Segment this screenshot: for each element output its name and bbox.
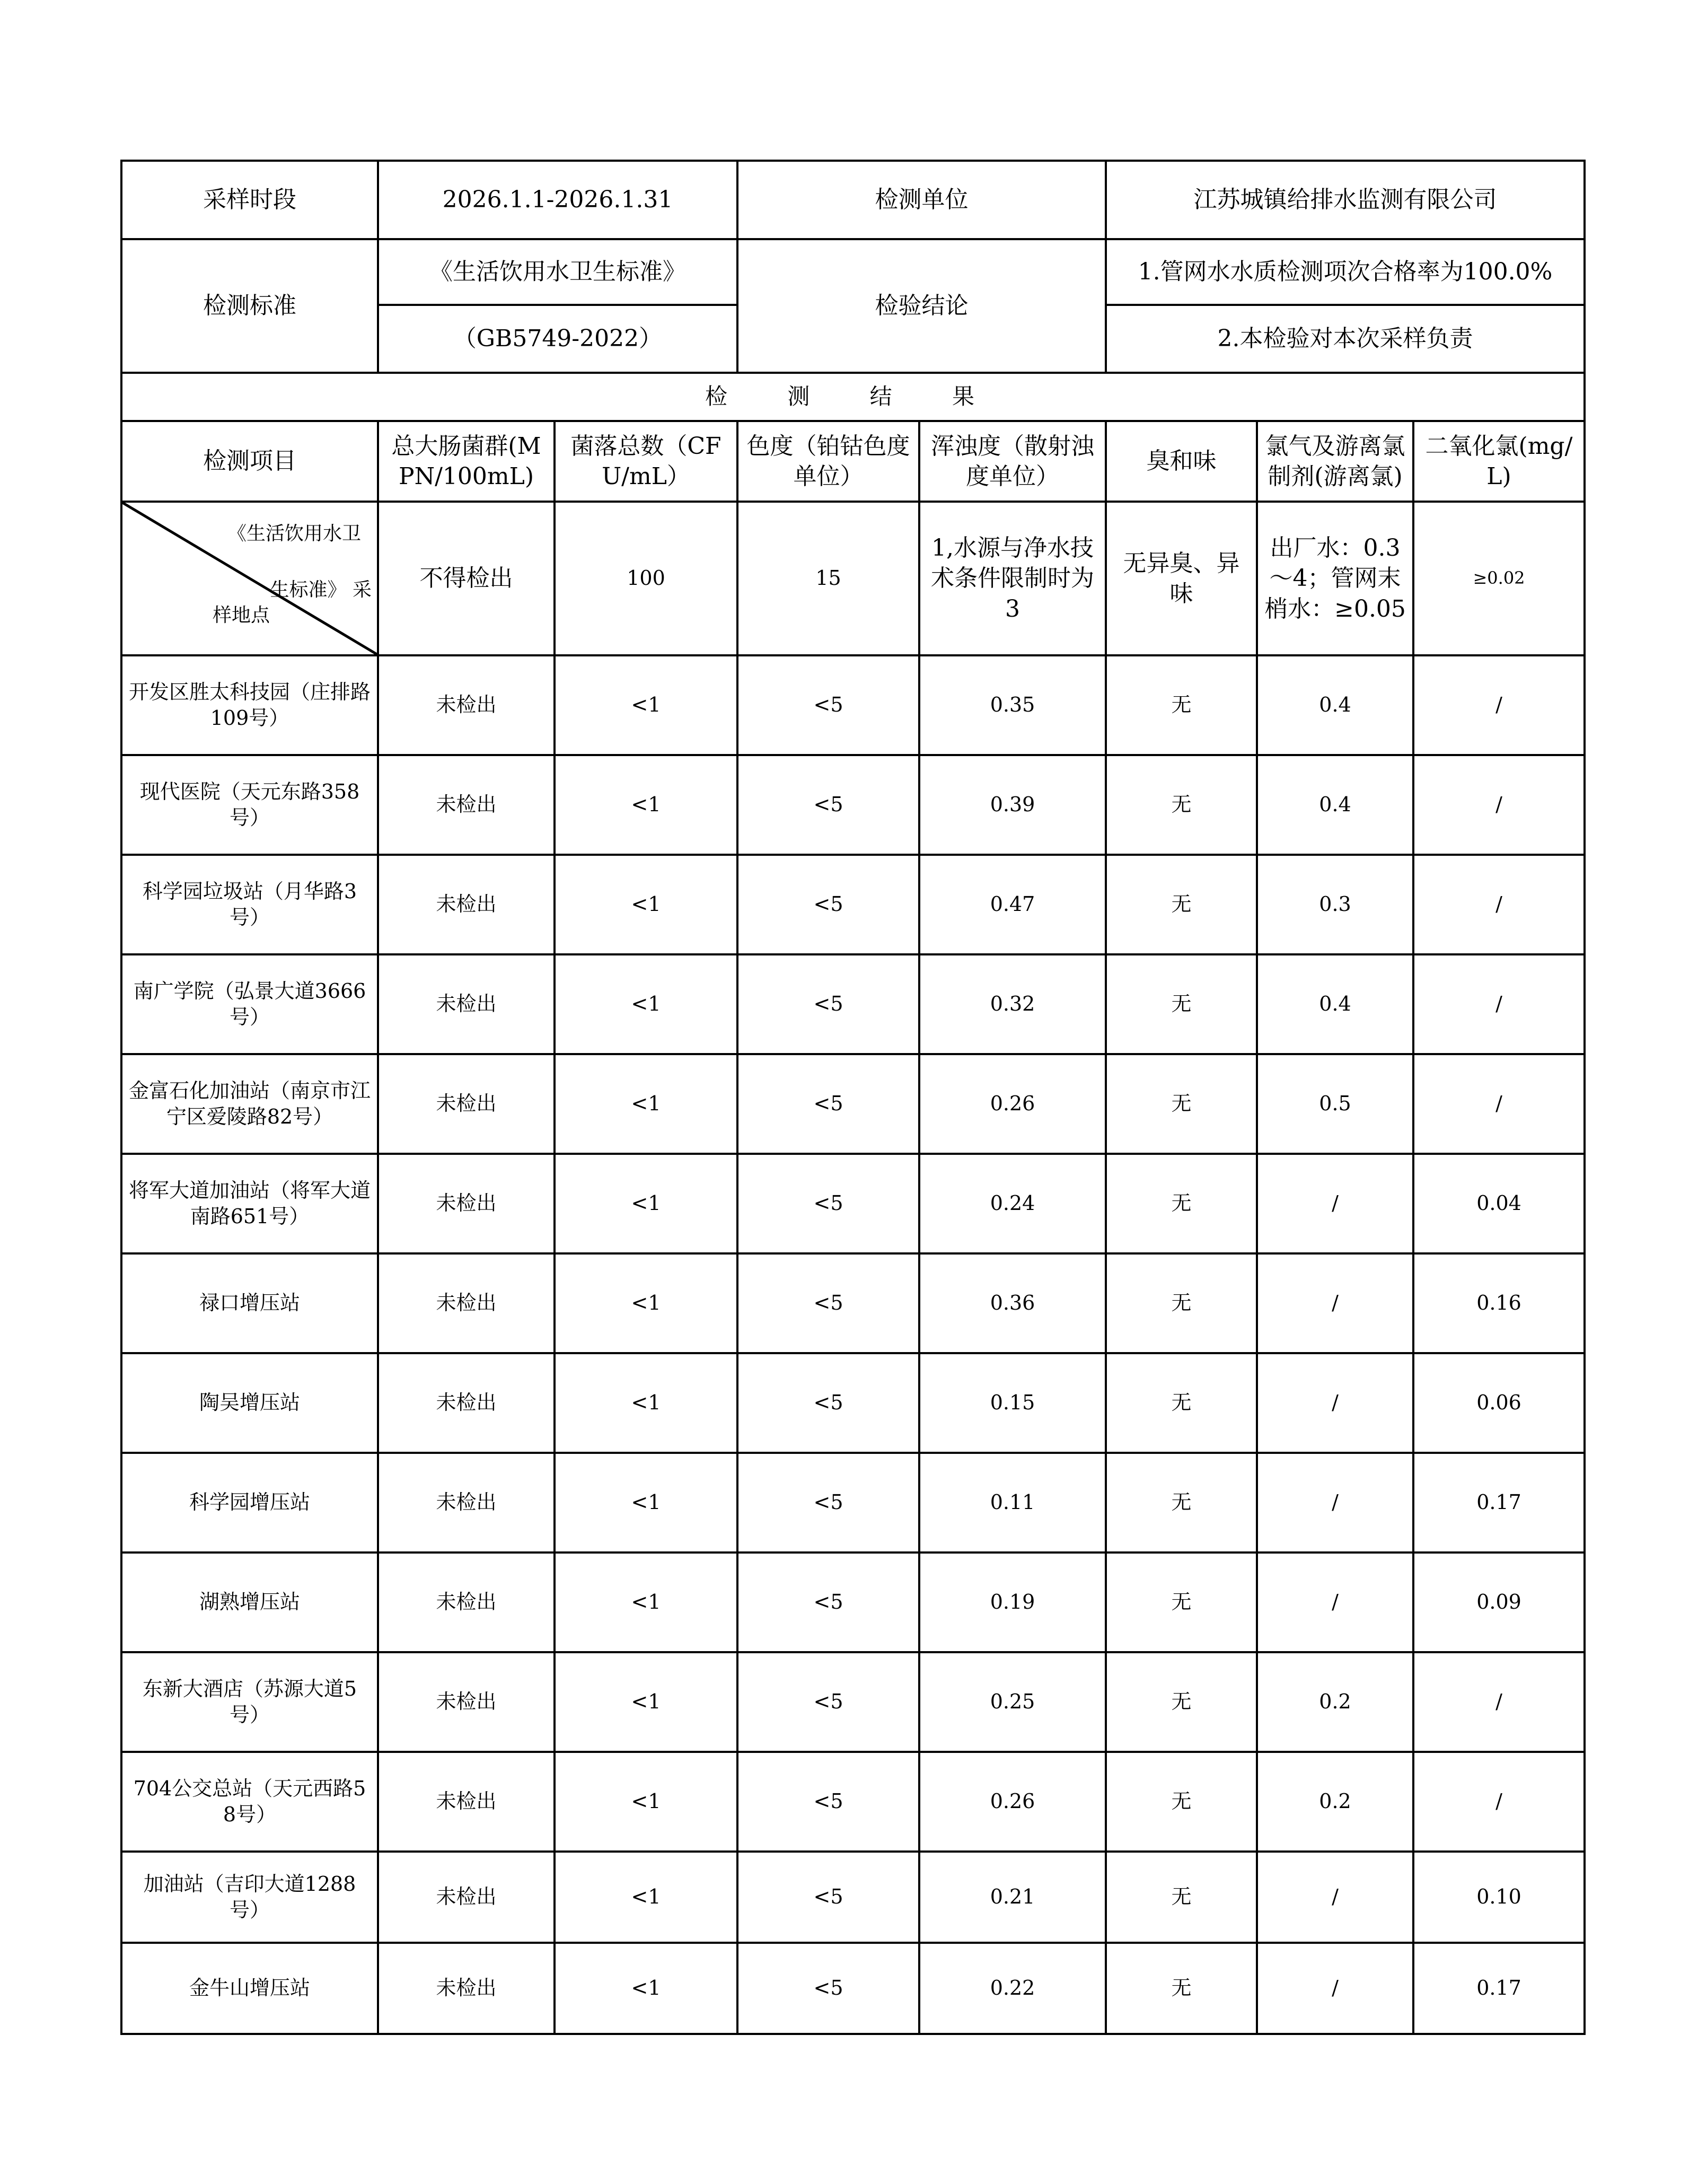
- cell-turbidity: 0.26: [919, 1752, 1106, 1852]
- standard-code: （GB5749-2022）: [378, 305, 737, 373]
- table-row: [121, 954, 1585, 1054]
- cell-odor: 无: [1106, 655, 1257, 755]
- cell-color: <5: [737, 1253, 919, 1353]
- cell-color: <5: [737, 1453, 919, 1553]
- cell-colony: <1: [555, 1154, 737, 1253]
- cell-chlorine-dioxide: /: [1413, 1054, 1585, 1154]
- table-row: [121, 1253, 1585, 1353]
- cell-chlorine: 0.4: [1257, 755, 1413, 855]
- cell-site: 金牛山增压站: [121, 1943, 378, 2034]
- cell-turbidity: 0.22: [919, 1943, 1106, 2034]
- cell-chlorine-dioxide: /: [1413, 1752, 1585, 1852]
- cell-odor: 无: [1106, 1652, 1257, 1752]
- cell-color: <5: [737, 855, 919, 954]
- cell-odor: 无: [1106, 1553, 1257, 1652]
- cell-site: 东新大酒店（苏源大道5号）: [121, 1652, 378, 1752]
- standard-name: 《生活饮用水卫生标准》: [378, 239, 737, 305]
- cell-turbidity: 0.35: [919, 655, 1106, 755]
- conclusion-2: 2.本检验对本次采样负责: [1106, 305, 1585, 373]
- cell-color: <5: [737, 1154, 919, 1253]
- cell-colony: <1: [555, 954, 737, 1054]
- cell-chlorine: /: [1257, 1154, 1413, 1253]
- cell-coliform: 未检出: [378, 1752, 555, 1852]
- cell-colony: <1: [555, 1453, 737, 1553]
- cell-site: 科学园垃圾站（月华路3号）: [121, 855, 378, 954]
- cell-chlorine-dioxide: 0.17: [1413, 1453, 1585, 1553]
- cell-site: 开发区胜太科技园（庄排路109号）: [121, 655, 378, 755]
- std-color: 15: [737, 502, 919, 655]
- cell-coliform: 未检出: [378, 1353, 555, 1453]
- cell-odor: 无: [1106, 954, 1257, 1054]
- cell-odor: 无: [1106, 1752, 1257, 1852]
- cell-colony: <1: [555, 1652, 737, 1752]
- cell-chlorine-dioxide: /: [1413, 755, 1585, 855]
- cell-odor: 无: [1106, 1253, 1257, 1353]
- cell-coliform: 未检出: [378, 1453, 555, 1553]
- table-row: [121, 1553, 1585, 1652]
- cell-coliform: 未检出: [378, 1652, 555, 1752]
- cell-chlorine: 0.2: [1257, 1652, 1413, 1752]
- cell-color: <5: [737, 655, 919, 755]
- cell-colony: <1: [555, 1852, 737, 1943]
- col-chlorine: 氯气及游离氯制剂(游离氯): [1257, 421, 1413, 502]
- conclusion-1: 1.管网水水质检测项次合格率为100.0%: [1106, 239, 1585, 305]
- cell-chlorine: 0.2: [1257, 1752, 1413, 1852]
- cell-site: 南广学院（弘景大道3666号）: [121, 954, 378, 1054]
- cell-coliform: 未检出: [378, 1154, 555, 1253]
- std-chlorine: 出厂水：0.3～4；管网末梢水：≥0.05: [1257, 502, 1413, 655]
- col-odor: 臭和味: [1106, 421, 1257, 502]
- cell-coliform: 未检出: [378, 1054, 555, 1154]
- cell-turbidity: 0.15: [919, 1353, 1106, 1453]
- cell-chlorine-dioxide: 0.16: [1413, 1253, 1585, 1353]
- cell-site: 现代医院（天元东路358号）: [121, 755, 378, 855]
- cell-coliform: 未检出: [378, 954, 555, 1054]
- standard-label: 检测标准: [121, 239, 378, 373]
- water-quality-report-table: [120, 160, 1586, 2035]
- cell-site: 加油站（吉印大道1288号）: [121, 1852, 378, 1943]
- cell-color: <5: [737, 1553, 919, 1652]
- unit-label: 检测单位: [737, 161, 1106, 239]
- cell-colony: <1: [555, 855, 737, 954]
- table-row: [121, 655, 1585, 755]
- cell-chlorine-dioxide: /: [1413, 1652, 1585, 1752]
- cell-turbidity: 0.39: [919, 755, 1106, 855]
- cell-chlorine-dioxide: 0.09: [1413, 1553, 1585, 1652]
- cell-chlorine: 0.4: [1257, 954, 1413, 1054]
- table-row: [121, 1154, 1585, 1253]
- cell-turbidity: 0.32: [919, 954, 1106, 1054]
- cell-chlorine-dioxide: /: [1413, 954, 1585, 1054]
- cell-chlorine-dioxide: 0.06: [1413, 1353, 1585, 1453]
- period-label: 采样时段: [121, 161, 378, 239]
- table-row: [121, 1453, 1585, 1553]
- table-row: [121, 1943, 1585, 2034]
- table-row: [121, 1652, 1585, 1752]
- table-row: [121, 855, 1585, 954]
- table-row: [121, 1752, 1585, 1852]
- cell-colony: <1: [555, 1943, 737, 2034]
- cell-color: <5: [737, 1852, 919, 1943]
- cell-chlorine: /: [1257, 1253, 1413, 1353]
- cell-site: 科学园增压站: [121, 1453, 378, 1553]
- std-turbidity: 1,水源与净水技术条件限制时为3: [919, 502, 1106, 655]
- cell-turbidity: 0.26: [919, 1054, 1106, 1154]
- cell-odor: 无: [1106, 1453, 1257, 1553]
- cell-odor: 无: [1106, 1154, 1257, 1253]
- cell-coliform: 未检出: [378, 1253, 555, 1353]
- cell-coliform: 未检出: [378, 655, 555, 755]
- cell-coliform: 未检出: [378, 1852, 555, 1943]
- cell-chlorine-dioxide: 0.17: [1413, 1943, 1585, 2034]
- col-coliform: 总大肠菌群(MPN/100mL): [378, 421, 555, 502]
- cell-turbidity: 0.19: [919, 1553, 1106, 1652]
- cell-color: <5: [737, 954, 919, 1054]
- cell-site: 陶吴增压站: [121, 1353, 378, 1453]
- col-colony: 菌落总数（CFU/mL）: [555, 421, 737, 502]
- std-coliform: 不得检出: [378, 502, 555, 655]
- cell-site: 金富石化加油站（南京市江宁区爱陵路82号）: [121, 1054, 378, 1154]
- cell-site: 湖熟增压站: [121, 1553, 378, 1652]
- cell-turbidity: 0.24: [919, 1154, 1106, 1253]
- cell-colony: <1: [555, 1253, 737, 1353]
- cell-odor: 无: [1106, 1353, 1257, 1453]
- cell-color: <5: [737, 1652, 919, 1752]
- cell-chlorine-dioxide: 0.10: [1413, 1852, 1585, 1943]
- cell-color: <5: [737, 1353, 919, 1453]
- cell-chlorine: /: [1257, 1943, 1413, 2034]
- diag-text-bottom: 样地点: [213, 604, 270, 626]
- conclusion-label: 检验结论: [737, 239, 1106, 373]
- std-odor: 无异臭、异味: [1106, 502, 1257, 655]
- cell-color: <5: [737, 1752, 919, 1852]
- cell-coliform: 未检出: [378, 755, 555, 855]
- cell-odor: 无: [1106, 1054, 1257, 1154]
- cell-odor: 无: [1106, 755, 1257, 855]
- cell-chlorine-dioxide: 0.04: [1413, 1154, 1585, 1253]
- cell-turbidity: 0.11: [919, 1453, 1106, 1553]
- cell-chlorine: /: [1257, 1353, 1413, 1453]
- diag-text-mid: 生标准》 采: [270, 579, 372, 601]
- col-color: 色度（铂钴色度单位）: [737, 421, 919, 502]
- cell-colony: <1: [555, 755, 737, 855]
- cell-turbidity: 0.47: [919, 855, 1106, 954]
- table-row: [121, 1353, 1585, 1453]
- cell-coliform: 未检出: [378, 1553, 555, 1652]
- cell-chlorine: 0.5: [1257, 1054, 1413, 1154]
- cell-color: <5: [737, 1054, 919, 1154]
- table-row: [121, 755, 1585, 855]
- std-colony: 100: [555, 502, 737, 655]
- cell-color: <5: [737, 755, 919, 855]
- cell-chlorine-dioxide: /: [1413, 655, 1585, 755]
- cell-turbidity: 0.21: [919, 1852, 1106, 1943]
- cell-coliform: 未检出: [378, 1943, 555, 2034]
- results-title: 检 测 结 果: [121, 373, 1585, 421]
- col-turbidity: 浑浊度（散射浊度单位）: [919, 421, 1106, 502]
- cell-chlorine: 0.4: [1257, 655, 1413, 755]
- cell-colony: <1: [555, 1752, 737, 1852]
- cell-colony: <1: [555, 1353, 737, 1453]
- cell-chlorine: /: [1257, 1553, 1413, 1652]
- cell-site: 将军大道加油站（将军大道南路651号）: [121, 1154, 378, 1253]
- unit-value: 江苏城镇给排水监测有限公司: [1106, 161, 1585, 239]
- cell-site: 704公交总站（天元西路58号）: [121, 1752, 378, 1852]
- cell-chlorine: /: [1257, 1453, 1413, 1553]
- table-row: [121, 1852, 1585, 1943]
- period-value: 2026.1.1-2026.1.31: [378, 161, 737, 239]
- cell-turbidity: 0.36: [919, 1253, 1106, 1353]
- cell-chlorine: /: [1257, 1852, 1413, 1943]
- cell-color: <5: [737, 1943, 919, 2034]
- cell-chlorine-dioxide: /: [1413, 855, 1585, 954]
- cell-odor: 无: [1106, 1852, 1257, 1943]
- col-item: 检测项目: [121, 421, 378, 502]
- col-chlorine-dioxide: 二氧化氯(mg/L): [1413, 421, 1585, 502]
- cell-colony: <1: [555, 1054, 737, 1154]
- std-chlorine-dioxide: ≥0.02: [1413, 502, 1585, 655]
- cell-site: 禄口增压站: [121, 1253, 378, 1353]
- cell-odor: 无: [1106, 855, 1257, 954]
- diag-text-top: 《生活饮用水卫: [227, 523, 361, 545]
- diagonal-header-cell: [121, 502, 378, 655]
- cell-colony: <1: [555, 655, 737, 755]
- cell-turbidity: 0.25: [919, 1652, 1106, 1752]
- cell-odor: 无: [1106, 1943, 1257, 2034]
- cell-coliform: 未检出: [378, 855, 555, 954]
- table-row: [121, 1054, 1585, 1154]
- cell-colony: <1: [555, 1553, 737, 1652]
- cell-chlorine: 0.3: [1257, 855, 1413, 954]
